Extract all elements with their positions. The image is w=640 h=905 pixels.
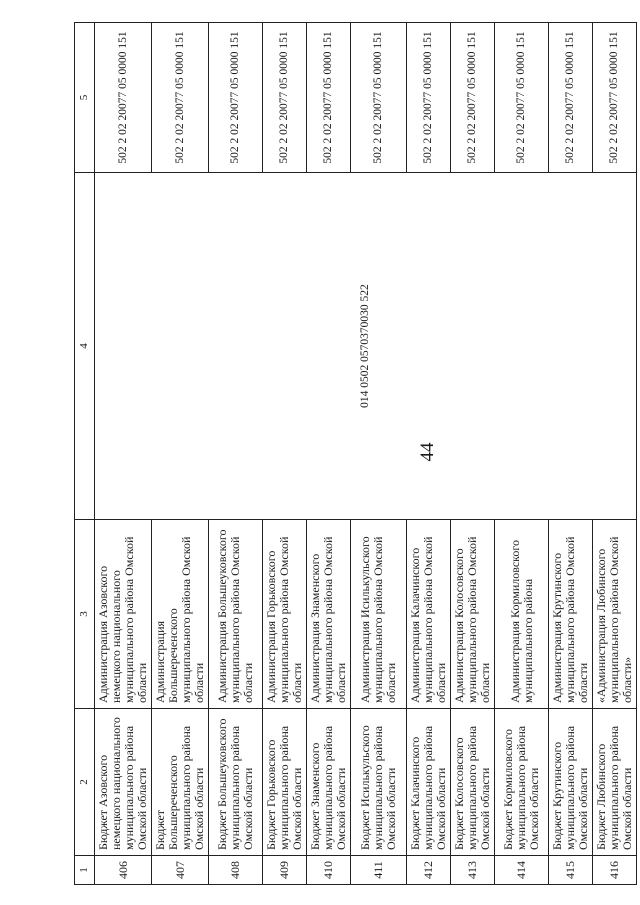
row-number: 407	[152, 856, 209, 885]
recipient-cell: Бюджет Азовского немецкого национального муниципального района Омской области	[95, 709, 152, 856]
column-header: 3	[75, 520, 95, 709]
table-row	[95, 23, 152, 885]
recipient-cell: Бюджет Большереченского муниципального района Омской области	[152, 709, 209, 856]
recipient-cell: Бюджет Знаменского муниципального района Омской области	[307, 709, 351, 856]
administrator-cell: Администрация Большереченского муниципального района Омской области	[152, 520, 209, 709]
row-number: 414	[495, 856, 549, 885]
column-header: 2	[75, 709, 95, 856]
recipient-cell: Бюджет Любинского муниципального района Омской области	[593, 709, 637, 856]
recipient-cell: Бюджет Кормиловского муниципального района Омской области	[495, 709, 549, 856]
budget-code-cell: 502 2 02 20077 05 0000 151	[351, 23, 407, 173]
budget-code-cell: 502 2 02 20077 05 0000 151	[263, 23, 307, 173]
budget-code-cell: 502 2 02 20077 05 0000 151	[407, 23, 451, 173]
recipient-cell: Бюджет Горьковского муниципального района Омской области	[263, 709, 307, 856]
recipient-cell: Бюджет Калачинского муниципального района Омской области	[407, 709, 451, 856]
row-number: 409	[263, 856, 307, 885]
column-header: 5	[75, 23, 95, 173]
budget-code-cell: 502 2 02 20077 05 0000 151	[95, 23, 152, 173]
budget-code-cell: 502 2 02 20077 05 0000 151	[209, 23, 263, 173]
budget-code-cell: 502 2 02 20077 05 0000 151	[495, 23, 549, 173]
row-number: 412	[407, 856, 451, 885]
recipient-cell: Бюджет Крутинского муниципального района Омской области	[549, 709, 593, 856]
recipient-cell: Бюджет Большеуковского муниципального района Омской области	[209, 709, 263, 856]
administrator-cell: «Администрация Любинского муниципального района Омской области»	[593, 520, 637, 709]
administrator-cell: Администрация Знаменского муниципального района Омской области	[307, 520, 351, 709]
table-header-row	[75, 23, 95, 885]
row-number: 406	[95, 856, 152, 885]
row-number: 416	[593, 856, 637, 885]
administrator-cell: Администрация Исилькульского муниципального района Омской области	[351, 520, 407, 709]
budget-code-cell: 502 2 02 20077 05 0000 151	[451, 23, 495, 173]
budget-code-cell: 502 2 02 20077 05 0000 151	[152, 23, 209, 173]
budget-code-cell: 502 2 02 20077 05 0000 151	[593, 23, 637, 173]
column-header: 4	[75, 173, 95, 520]
recipient-cell: Бюджет Исилькульского муниципального района Омской области	[351, 709, 407, 856]
row-number: 408	[209, 856, 263, 885]
column-header: 1	[75, 856, 95, 885]
budget-code-cell: 502 2 02 20077 05 0000 151	[549, 23, 593, 173]
administrator-cell: Администрация Горьковского муниципального района Омской области	[263, 520, 307, 709]
budget-code-cell: 502 2 02 20077 05 0000 151	[307, 23, 351, 173]
recipient-cell: Бюджет Колосовского муниципального района Омской области	[451, 709, 495, 856]
budget-table	[74, 22, 637, 885]
row-number: 413	[451, 856, 495, 885]
row-number: 410	[307, 856, 351, 885]
administrator-cell: Администрация Кормиловского муниципального района	[495, 520, 549, 709]
administrator-cell: Администрация Азовского немецкого национального муниципального района Омской области	[95, 520, 152, 709]
administrator-cell: Администрация Большеуковского муниципального района Омской области	[209, 520, 263, 709]
administrator-cell: Администрация Колосовского муниципального района Омской области	[451, 520, 495, 709]
row-number: 411	[351, 856, 407, 885]
page-number: 44	[417, 442, 438, 462]
merged-code-cell: 014 0502 0570370030 522	[95, 173, 637, 520]
row-number: 415	[549, 856, 593, 885]
rotated-page-content	[74, 23, 634, 885]
administrator-cell: Администрация Крутинского муниципального района Омской области	[549, 520, 593, 709]
administrator-cell: Администрация Калачинского муниципального района Омской области	[407, 520, 451, 709]
